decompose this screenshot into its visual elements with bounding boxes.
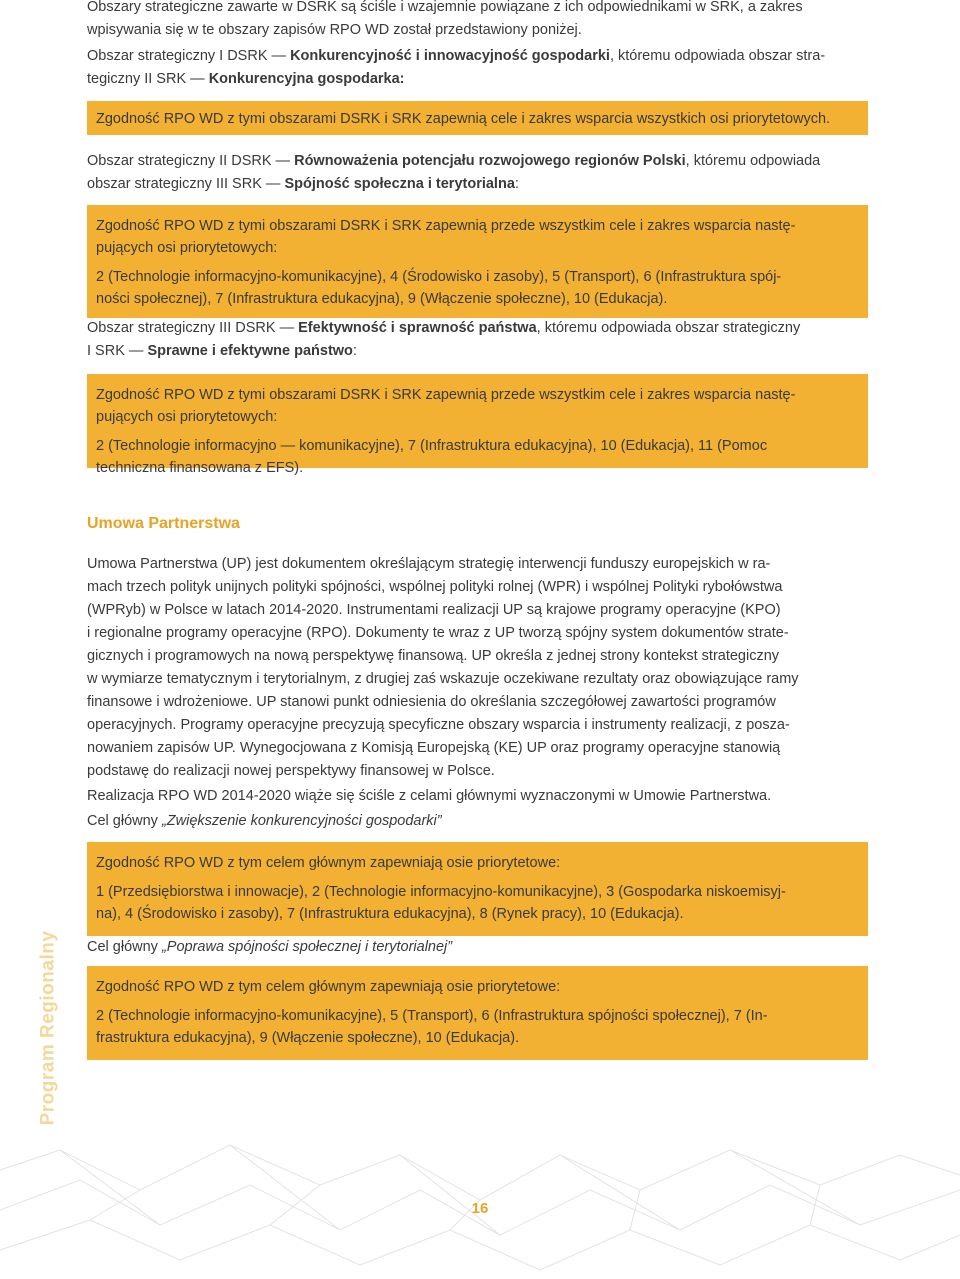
area1-srk-title: Konkurencyjna gospodarka: xyxy=(208,71,405,87)
area2-paragraph xyxy=(87,150,868,196)
section-title-partnership: Umowa Partnerstwa xyxy=(87,515,240,532)
area2-srk-title: Spójność społeczna i terytorialna xyxy=(284,176,515,192)
goal1-heading xyxy=(87,810,868,833)
area1-title: Konkurencyjność i innowacyjność gospodarki xyxy=(290,48,610,64)
goal1-box-line-3: na), 4 (Środowisko i zasoby), 7 (Infrastruktura edukacyjna), 8 (Rynek pracy), 10 (Edukacja). xyxy=(96,906,684,922)
goal1-name: „Zwiększenie konkurencyjności gospodarki” xyxy=(161,813,442,829)
area3-srk-title: Sprawne i efektywne państwo xyxy=(147,343,353,359)
area2-text-c: , któremu odpowiada xyxy=(685,153,821,169)
partnership-line: operacyjnych. Programy operacyjne precyzują specyficzne obszary wsparcia i instrumenty realizacji, z posza- xyxy=(87,717,790,733)
area2-colon: : xyxy=(514,176,519,192)
partnership-line: mach trzech polityk unijnych polityki spójności, wspólnej polityki rolnej (WPR) i wspólnej Polityki rybołówstwa xyxy=(87,579,783,595)
area2-title: Równoważenia potencjału rozwojowego regionów Polski xyxy=(294,153,686,169)
area3-title: Efektywność i sprawność państwa xyxy=(298,320,537,336)
area3-box-line-4: techniczna finansowana z EFS). xyxy=(96,460,304,476)
area2-box-line-4: ności społecznej), 7 (Infrastruktura edukacyjna), 9 (Włączenie społeczne), 10 (Edukacja). xyxy=(96,291,668,307)
sidebar-label-text: Program Regionalny xyxy=(37,930,59,1125)
partnership-line: Umowa Partnerstwa (UP) jest dokumentem określającym strategię interwencji funduszy europejskich w ra- xyxy=(87,556,771,572)
goal2-name: „Poprawa spójności społecznej i terytorialnej” xyxy=(161,939,453,955)
partnership-line: (WPRyb) w Polsce w latach 2014-2020. Instrumentami realizacji UP są krajowe programy operacyjne (KPO) xyxy=(87,602,781,618)
area3-colon: : xyxy=(352,343,357,359)
partnership-line: podstawę do realizacji nowej perspektywy finansowej w Polsce. xyxy=(87,763,495,779)
area1-box xyxy=(87,101,868,135)
goal2-box-line-3: frastruktura edukacyjna), 9 (Włączenie społeczne), 10 (Edukacja). xyxy=(96,1030,520,1046)
partnership-paragraph xyxy=(87,553,868,783)
area3-text-d: I SRK — xyxy=(87,343,148,359)
area2-box-line-3: 2 (Technologie informacyjno-komunikacyjne), 4 (Środowisko i zasoby), 5 (Transport), 6 (Infrastruktura spój- xyxy=(96,269,782,285)
area3-paragraph xyxy=(87,317,868,363)
realizacja-paragraph: Realizacja RPO WD 2014-2020 wiąże się ściśle z celami głównymi wyznaczonymi w Umowie Partnerstwa. xyxy=(87,788,772,804)
area1-text-d: tegiczny II SRK — xyxy=(87,71,209,87)
goal1-box xyxy=(87,842,868,936)
area1-text-a: Obszar strategiczny I DSRK — xyxy=(87,48,291,64)
area1-box-text: Zgodność RPO WD z tymi obszarami DSRK i SRK zapewnią cele i zakres wsparcia wszystkich osi priorytetowych. xyxy=(96,111,831,127)
goal2-heading xyxy=(87,936,868,959)
partnership-line: finansowe i wdrożeniowe. UP stanowi punkt odniesienia do określania szczegółowej zawartości programów xyxy=(87,694,776,710)
area2-box xyxy=(87,205,868,318)
partnership-line: i regionalne programy operacyjne (RPO). Dokumenty te wraz z UP tworzą spójny system dokumentów strate- xyxy=(87,625,789,641)
goal2-box-line-1: Zgodność RPO WD z tym celem głównym zapewniają osie priorytetowe: xyxy=(96,979,561,995)
intro-line-2: wpisywania się w te obszary zapisów RPO WD został przedstawiony poniżej. xyxy=(87,22,582,38)
area3-box-line-2: pujących osi priorytetowych: xyxy=(96,409,278,425)
area3-text-a: Obszar strategiczny III DSRK — xyxy=(87,320,299,336)
page-footer xyxy=(0,1130,960,1279)
area2-text-a: Obszar strategiczny II DSRK — xyxy=(87,153,295,169)
area3-box-line-1: Zgodność RPO WD z tymi obszarami DSRK i SRK zapewnią przede wszystkim cele i zakres wsparcia nastę- xyxy=(96,387,796,403)
area2-box-line-1: Zgodność RPO WD z tymi obszarami DSRK i SRK zapewnią przede wszystkim cele i zakres wsparcia nastę- xyxy=(96,218,796,234)
intro-paragraph xyxy=(87,0,868,42)
area1-paragraph xyxy=(87,45,868,91)
goal2-prefix: Cel główny xyxy=(87,939,162,955)
goal1-box-line-2: 1 (Przedsiębiorstwa i innowacje), 2 (Technologie informacyjno-komunikacyjne), 3 (Gospodarka niskoemisyj- xyxy=(96,884,786,900)
area2-box-line-2: pujących osi priorytetowych: xyxy=(96,240,278,256)
area3-box-line-3: 2 (Technologie informacyjno — komunikacyjne), 7 (Infrastruktura edukacyjna), 10 (Edukacja), 11 (Pomoc xyxy=(96,438,768,454)
intro-line-1: Obszary strategiczne zawarte w DSRK są ściśle i wzajemnie powiązane z ich odpowiednikami w SRK, a zakres xyxy=(87,0,803,15)
area1-text-c: , któremu odpowiada obszar stra- xyxy=(609,48,826,64)
goal1-box-line-1: Zgodność RPO WD z tym celem głównym zapewniają osie priorytetowe: xyxy=(96,855,561,871)
page-number: 16 xyxy=(471,1200,489,1217)
partnership-line: nowaniem zapisów UP. Wynegocjowana z Komisją Europejską (KE) UP oraz programy operacyjne stanowią xyxy=(87,740,781,756)
partnership-line: w wymiarze tematycznym i terytorialnym, z drugiej zaś wskazuje oczekiwane rezultaty oraz obowiązujące ramy xyxy=(87,671,799,687)
partnership-line: gicznych i programowych na nową perspektywę finansową. UP określa z jednej strony kontekst strategiczny xyxy=(87,648,780,664)
sidebar-label xyxy=(28,930,68,1125)
goal2-box-line-2: 2 (Technologie informacyjno-komunikacyjne), 5 (Transport), 6 (Infrastruktura spójności społecznej), 7 (In- xyxy=(96,1008,768,1024)
area2-text-d: obszar strategiczny III SRK — xyxy=(87,176,285,192)
area3-box xyxy=(87,374,868,476)
goal2-box xyxy=(87,966,868,1060)
area3-text-c: , któremu odpowiada obszar strategiczny xyxy=(536,320,801,336)
goal1-prefix: Cel główny xyxy=(87,813,162,829)
